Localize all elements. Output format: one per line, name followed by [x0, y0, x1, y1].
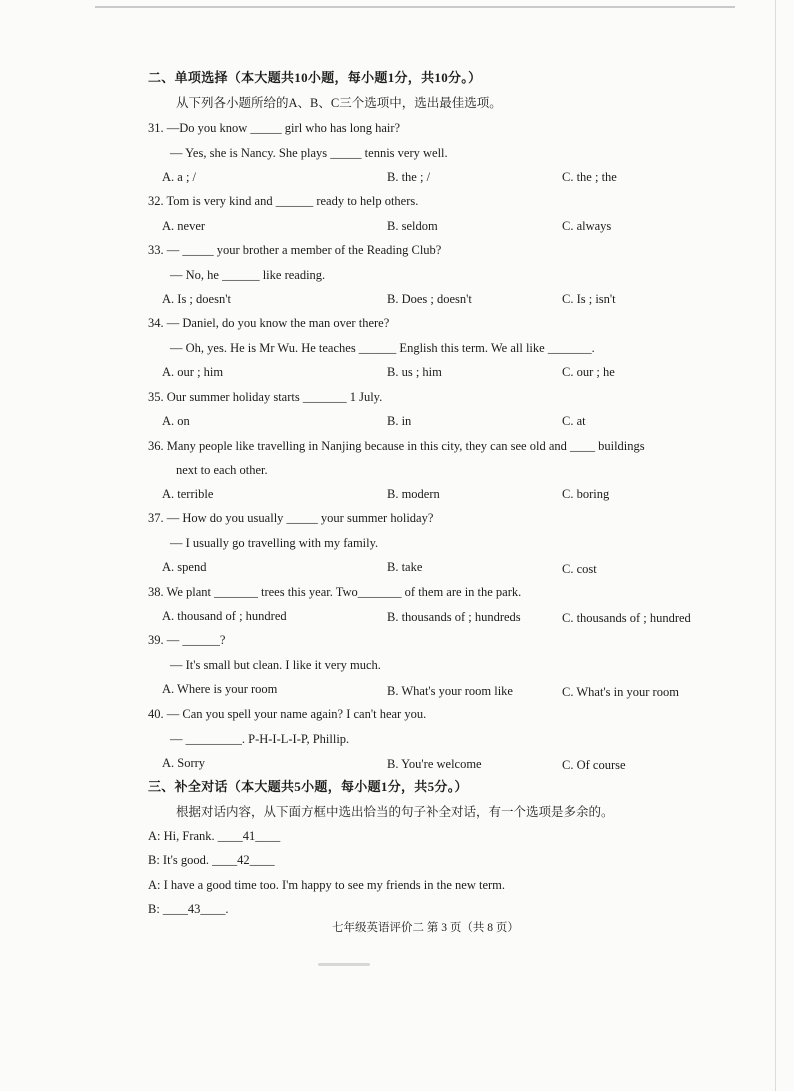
dialogue-line-1: A: Hi, Frank. ____41____ — [148, 829, 281, 843]
q39-option-b: B. What's your room like — [387, 684, 513, 698]
q31-option-c: C. the ; the — [562, 170, 617, 184]
q38-option-c: C. thousands of ; hundred — [562, 611, 691, 625]
q39-option-c: C. What's in your room — [562, 685, 679, 699]
dialogue-line-3: A: I have a good time too. I'm happy to see my friends in the new term. — [148, 878, 506, 892]
q36-option-b: B. modern — [387, 487, 440, 501]
q36-stem-cont: next to each other. — [176, 463, 268, 477]
q31-stem: 31. —Do you know _____ girl who has long hair? — [148, 121, 401, 135]
q33-reply: — No, he ______ like reading. — [170, 268, 326, 282]
scan-edge-right — [775, 0, 776, 1091]
q36-option-a: A. terrible — [162, 487, 214, 501]
q38-stem: 38. We plant _______ trees this year. Two_______ of them are in the park. — [148, 585, 522, 599]
section3-instruction: 根据对话内容，从下面方框中选出恰当的句子补全对话，有一个选项是多余的。 — [176, 805, 614, 819]
q37-option-b: B. take — [387, 560, 423, 574]
q38-option-a: A. thousand of ; hundred — [162, 609, 287, 623]
q40-stem: 40. — Can you spell your name again? I can't hear you. — [148, 707, 427, 721]
q39-option-a: A. Where is your room — [162, 682, 278, 696]
q32-option-b: B. seldom — [387, 219, 438, 233]
dialogue-line-2: B: It's good. ____42____ — [148, 853, 275, 867]
q35-option-b: B. in — [387, 414, 412, 428]
q33-stem: 33. — _____ your brother a member of the Reading Club? — [148, 243, 442, 257]
q39-reply: — It's small but clean. I like it very much. — [170, 658, 381, 672]
page-footer: 七年级英语评价二 第 3 页（共 8 页） — [332, 922, 519, 934]
q33-option-a: A. Is ; doesn't — [162, 292, 231, 306]
q35-stem: 35. Our summer holiday starts _______ 1 July. — [148, 390, 383, 404]
q32-option-c: C. always — [562, 219, 612, 233]
q34-option-b: B. us ; him — [387, 365, 442, 379]
section2-title: 二、单项选择（本大题共10小题，每小题1分，共10分。） — [148, 70, 482, 85]
q36-stem: 36. Many people like travelling in Nanjing because in this city, they can see old and ____ buildings — [148, 439, 645, 453]
q36-option-c: C. boring — [562, 487, 610, 501]
scan-edge-top — [95, 6, 735, 8]
q40-option-b: B. You're welcome — [387, 757, 482, 771]
q32-option-a: A. never — [162, 219, 206, 233]
q32-stem: 32. Tom is very kind and ______ ready to help others. — [148, 194, 419, 208]
q38-option-b: B. thousands of ; hundreds — [387, 610, 521, 624]
q34-option-c: C. our ; he — [562, 365, 615, 379]
q31-option-a: A. a ; / — [162, 170, 197, 184]
section2-instruction: 从下列各小题所给的A、B、C三个选项中，选出最佳选项。 — [176, 96, 502, 110]
q34-option-a: A. our ; him — [162, 365, 224, 379]
q37-option-a: A. spend — [162, 560, 207, 574]
q35-option-a: A. on — [162, 414, 190, 428]
q39-stem: 39. — ______? — [148, 633, 226, 647]
q33-option-c: C. Is ; isn't — [562, 292, 616, 306]
section3-title: 三、补全对话（本大题共5小题，每小题1分，共5分。） — [148, 779, 468, 794]
q40-option-a: A. Sorry — [162, 756, 206, 770]
scan-smudge — [318, 963, 370, 966]
q31-option-b: B. the ; / — [387, 170, 431, 184]
q35-option-c: C. at — [562, 414, 586, 428]
dialogue-line-4: B: ____43____. — [148, 902, 229, 916]
q34-stem: 34. — Daniel, do you know the man over there? — [148, 316, 390, 330]
q37-option-c: C. cost — [562, 562, 597, 576]
q33-option-b: B. Does ; doesn't — [387, 292, 472, 306]
q40-reply: — _________. P-H-I-L-I-P, Phillip. — [170, 732, 350, 746]
q34-reply: — Oh, yes. He is Mr Wu. He teaches ______ English this term. We all like _______. — [170, 341, 595, 355]
q40-option-c: C. Of course — [562, 758, 626, 772]
q37-stem: 37. — How do you usually _____ your summer holiday? — [148, 511, 434, 525]
q37-reply: — I usually go travelling with my family. — [170, 536, 379, 550]
q31-reply: — Yes, she is Nancy. She plays _____ tennis very well. — [170, 146, 448, 160]
